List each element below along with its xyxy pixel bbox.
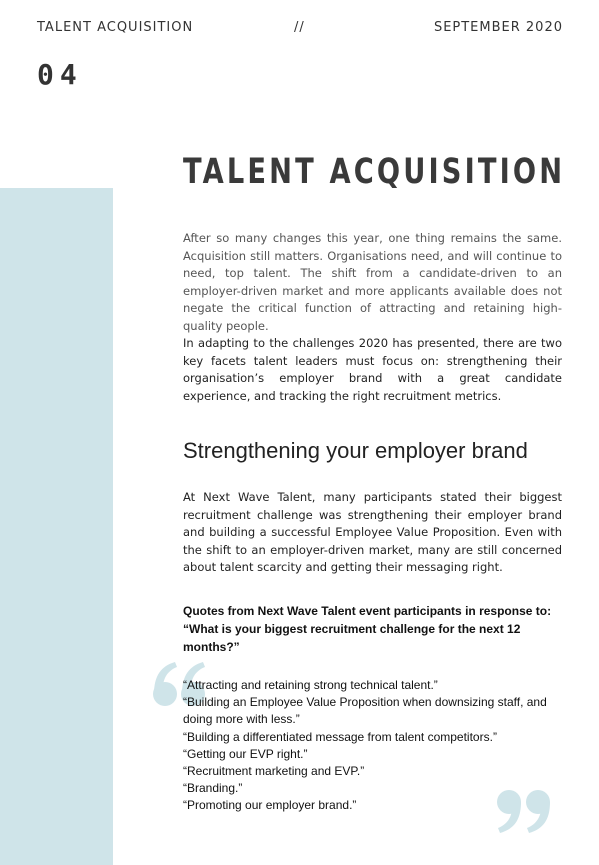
decorative-sidebar bbox=[0, 188, 113, 865]
intro-paragraph: After so many changes this year, one thing remains the same. Acquisition still matters. Organisations need, and will continue to need, top talent. The shift from a candidate-driven to an employer-driven market and more applicants available does not negate the critical function of attracting and retaining high-quality people. bbox=[183, 231, 562, 333]
page-number: 04 bbox=[37, 58, 83, 91]
header-separator: // bbox=[294, 20, 305, 35]
close-quote-icon bbox=[494, 788, 554, 834]
list-item: “Getting our EVP right.” bbox=[183, 746, 308, 761]
section-subheading: Strengthening your employer brand bbox=[183, 438, 528, 463]
list-item: “Recruitment marketing and EVP.” bbox=[183, 764, 365, 779]
page-title: TALENT ACQUISITION bbox=[183, 152, 566, 192]
quotes-heading: Quotes from Next Wave Talent event participants in response to: “What is your biggest recruitment challenge for the next 12 months?” bbox=[183, 604, 552, 654]
list-item: “Branding.” bbox=[183, 781, 243, 796]
header-date: SEPTEMBER 2020 bbox=[433, 20, 563, 35]
list-item: “Promoting our employer brand.” bbox=[183, 798, 357, 813]
header-section-label: TALENT ACQUISITION bbox=[37, 20, 194, 35]
list-item: “Building an Employee Value Proposition when downsizing staff, and doing more with less.” bbox=[183, 695, 547, 727]
list-item: “Building a differentiated message from talent competitors.” bbox=[183, 729, 497, 744]
challenges-paragraph: In adapting to the challenges 2020 has presented, there are two key facets talent leaders must focus on: strengthening their organisation’s employer brand with a great candidate experience, and tracking the right recruitment metrics. bbox=[183, 336, 562, 403]
list-item: “Attracting and retaining strong technical talent.” bbox=[183, 678, 438, 692]
employer-brand-paragraph: At Next Wave Talent, many participants stated their biggest recruitment challenge was strengthening their employer brand and building a successful Employee Value Proposition. Even with the shift to an employer-driven market, many are still concerned about talent scarcity and getting their messaging right. bbox=[183, 490, 562, 574]
